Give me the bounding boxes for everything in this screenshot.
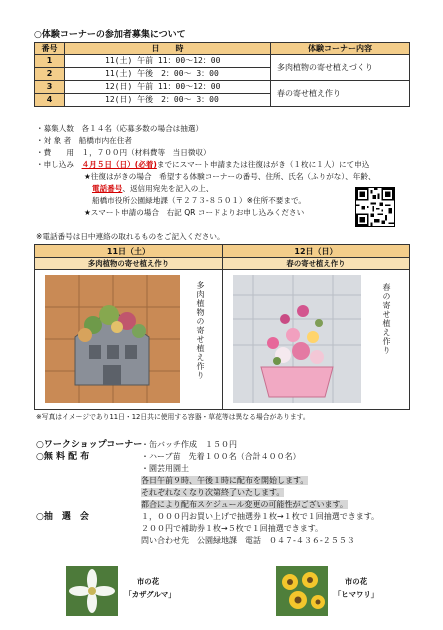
bottom-info xyxy=(36,440,416,548)
lottery-line2: ２００円で補助券１枚→５枚で１回抽選できます。 xyxy=(141,524,324,533)
lottery-line1: １，０００円お買い上げで抽選券１枚→１枚で１回抽選できます。 xyxy=(141,512,380,521)
row-time: 11(土) 午前 11：00～12：00 xyxy=(65,55,271,68)
table-header-row xyxy=(35,43,410,55)
smart-application: ★スマート申請の場合 右記 QR コードよりお申し込みください xyxy=(84,208,305,217)
fee: ・費 用 １，７００円（材料費等 当日徴収） xyxy=(36,148,211,157)
row-number: 3 xyxy=(35,81,65,94)
apply-line: ・申し込み ４月５日（日）(必着)までにスマート申請または往復はがき（１枚に１人）にて申込 xyxy=(36,160,370,169)
city-flower-left-label: 市の花 xyxy=(136,577,160,586)
row-content: 春の寄せ植え作り xyxy=(271,81,410,107)
apply-deadline: ４月５日（日）(必着) xyxy=(81,160,157,169)
free-note-1: 各日午前９時、午後１時に配布を開始します。 xyxy=(141,476,309,485)
photo-column-day1 xyxy=(35,245,223,409)
target-residents: ・対 象 者 船橋市内在住者 xyxy=(36,136,132,145)
free-note-2: それぞれなくなり次第終了いたします。 xyxy=(141,488,285,497)
city-flower-left-name: 「カザグルマ」 xyxy=(124,590,176,599)
table-row xyxy=(35,55,410,68)
postcard-address: 船橋市役所公園緑地課（〒２７３-８５０１）※住所不要まで。 xyxy=(92,196,306,205)
phone-notice: ※電話番号は日中連絡の取れるものをご記入ください。 xyxy=(36,232,225,241)
postcard-instructions: ★往復はがきの場合 希望する体験コーナーの番号、住所、氏名（ふりがな）、年齢、 xyxy=(84,172,376,181)
header-number: 番号 xyxy=(35,43,65,55)
row-number: 4 xyxy=(35,94,65,107)
free-row xyxy=(36,452,416,464)
row-time: 12(日) 午前 11：00～12：00 xyxy=(65,81,271,94)
spring-arrangement-photo xyxy=(233,275,361,403)
qr-code-icon[interactable] xyxy=(355,187,395,227)
table-row xyxy=(35,81,410,94)
section-title: ○体験コーナーの参加者募集について xyxy=(34,30,186,40)
kazaguruma-flower-photo xyxy=(66,566,118,616)
workshop-heading: ○ワークショップコーナー xyxy=(36,440,143,450)
city-flower-right-name: 「ヒマワリ」 xyxy=(333,590,379,599)
city-flower-right-label: 市の花 xyxy=(344,577,368,586)
workshop2-name: 春の寄せ植え作り xyxy=(223,258,409,270)
row-content: 多肉植物の寄せ植えづくり xyxy=(271,55,410,81)
header-content: 体験コーナー内容 xyxy=(271,43,410,55)
header-datetime: 日 時 xyxy=(65,43,271,55)
workshop-row xyxy=(36,440,416,452)
free-item-soil: ・園芸用園土 xyxy=(141,464,189,473)
lottery-heading: ○抽 選 会 xyxy=(36,512,89,522)
succulent-arrangement-photo xyxy=(45,275,180,403)
day1-label: 11日（土） xyxy=(35,245,222,258)
workshop1-vertical-label: 多肉植物の寄せ植え作り xyxy=(196,281,205,380)
day2-label: 12日（日） xyxy=(223,245,409,258)
workshop-item: ・缶バッチ作成 １５０円 xyxy=(141,440,237,449)
free-note-3: 都合により配布スケジュール変更の可能性がございます。 xyxy=(141,500,348,509)
recruit-count: ・募集人数 各１４名（応募多数の場合は抽選） xyxy=(36,124,204,133)
phone-number-emphasis: 電話番号 xyxy=(92,184,123,193)
workshop1-name: 多肉植物の寄せ植え作り xyxy=(35,258,222,270)
free-heading: ○無 料 配 布 xyxy=(36,452,90,462)
row-number: 2 xyxy=(35,68,65,81)
schedule-table xyxy=(34,42,410,107)
row-time: 11(土) 午後 2：00～ 3：00 xyxy=(65,68,271,81)
photo-panel xyxy=(34,244,410,410)
postcard-instructions-2: 電話番号、返信用宛先を記入の上、 xyxy=(92,184,214,193)
contact: 問い合わせ先 公園緑地課 電話 ０４７-４３６-２５５３ xyxy=(141,536,355,545)
photo-column-day2 xyxy=(223,245,409,409)
workshop2-vertical-label: 春の寄せ植え作り xyxy=(382,283,391,355)
lottery-row xyxy=(36,512,416,524)
row-number: 1 xyxy=(35,55,65,68)
himawari-flower-photo xyxy=(276,566,328,616)
row-time: 12(日) 午後 2：00～ 3：00 xyxy=(65,94,271,107)
free-item-herb: ・ハーブ苗 先着１００名（合計４００名） xyxy=(141,452,301,461)
photo-disclaimer: ※写真はイメージであり11日・12日共に使用する容器・草花等は異なる場合があります。 xyxy=(36,413,310,421)
